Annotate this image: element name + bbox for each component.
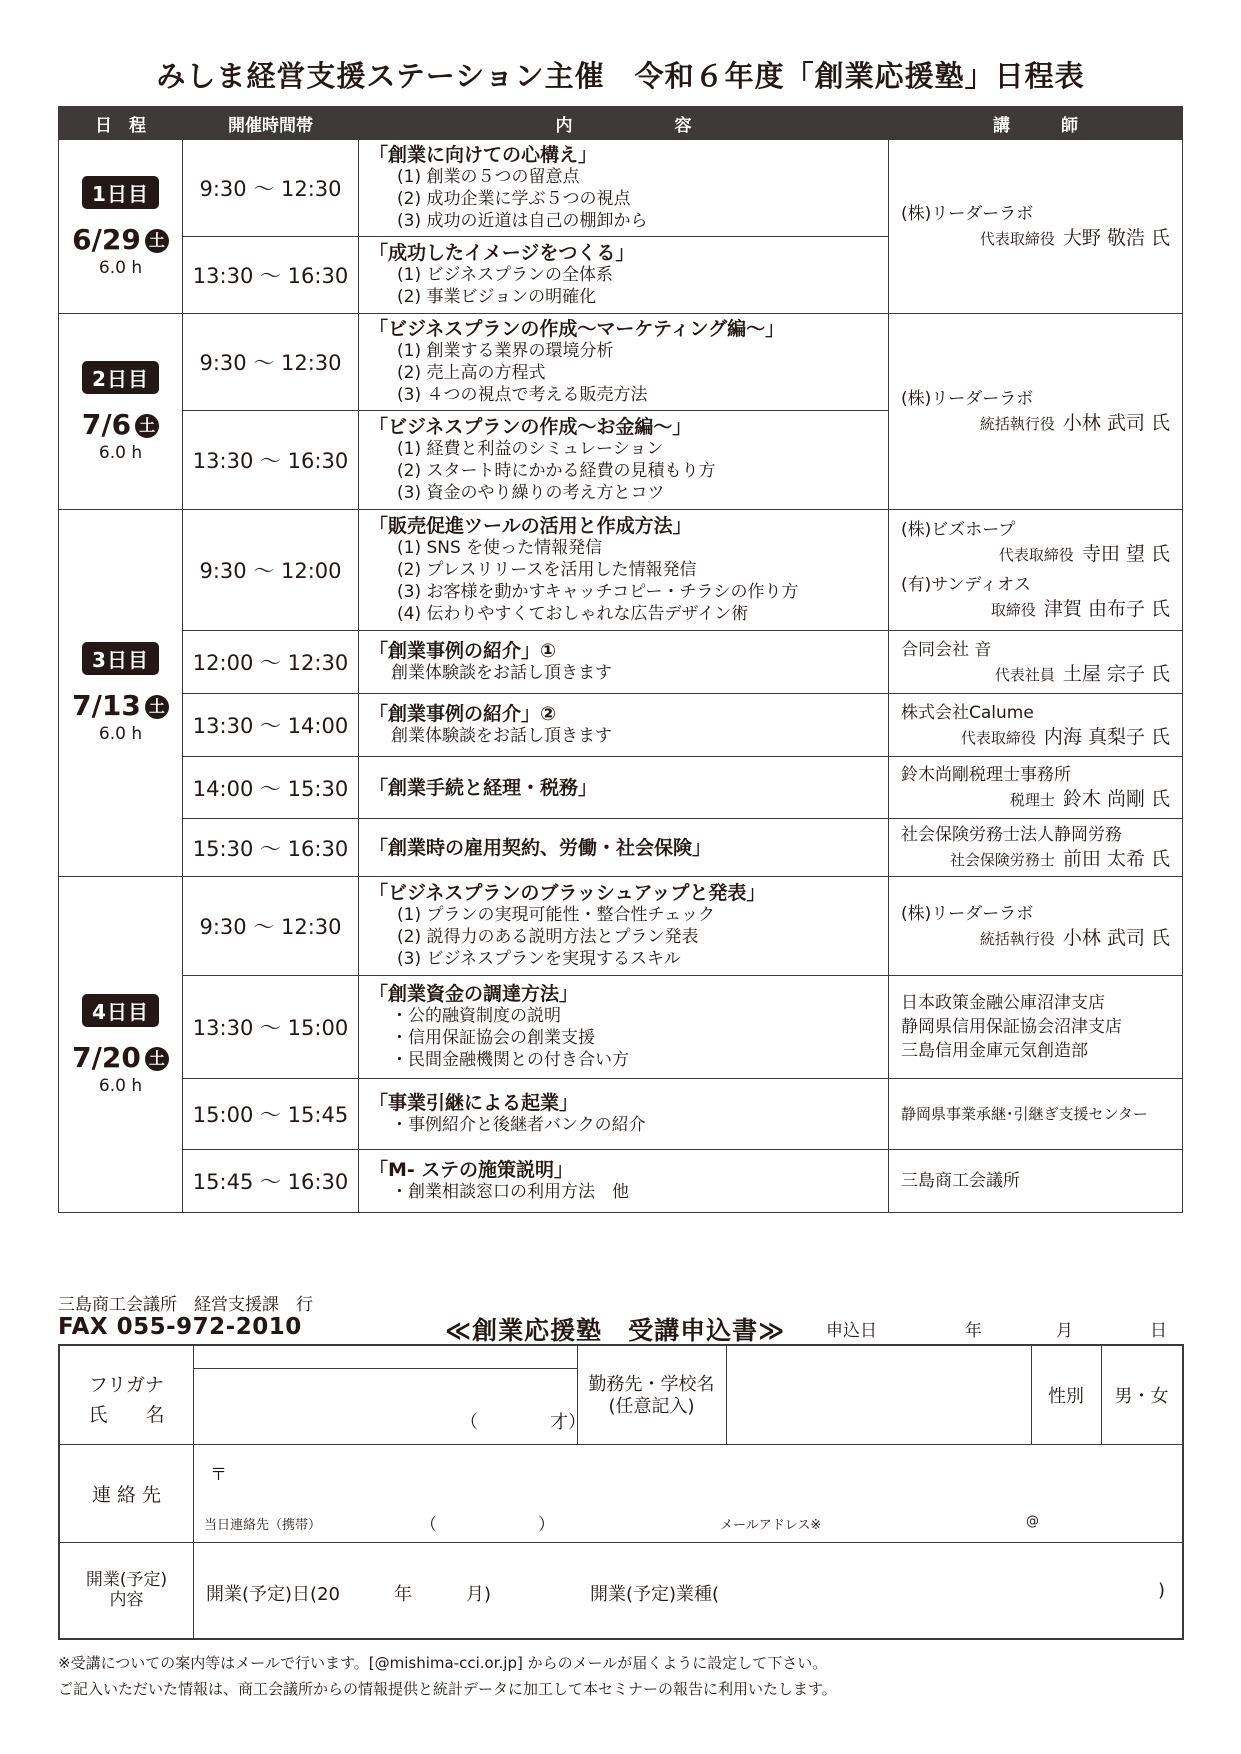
- fax-recipient: 三島商工会議所 経営支援課 行: [58, 1295, 313, 1315]
- notes: [58, 1650, 837, 1702]
- session-item: (1) ビジネスプランの全体系: [397, 265, 613, 285]
- phone-label: 当日連絡先（携帯）: [204, 1518, 322, 1533]
- session-title: 「ビジネスプランの作成〜マーケティング編〜」: [369, 318, 785, 340]
- lecturer-role: 代表取締役 内海 真梨子 氏: [960, 725, 1170, 748]
- apply-date-month[interactable]: 月: [1056, 1321, 1073, 1341]
- workplace-label: 勤務先・学校名 (任意記入): [588, 1374, 715, 1417]
- time-cell: 9:30 〜 12:30: [183, 314, 359, 411]
- lecturer-cell: [889, 877, 1183, 976]
- day-hours: 6.0 h: [98, 724, 143, 744]
- table-row: [59, 976, 1183, 1079]
- table-row: [59, 757, 1183, 819]
- email-label: メールアドレス※: [720, 1518, 822, 1533]
- day-badge: 1日目: [82, 176, 159, 209]
- table-row: [59, 314, 1183, 411]
- content-cell: [359, 877, 889, 976]
- session-title: 「創業手続と経理・税務」: [369, 776, 598, 799]
- lecturer-org: (株)ビズホープ: [901, 520, 1016, 540]
- lecturer-org: 静岡県信用保証協会沼津支店: [901, 1017, 1122, 1037]
- table-row: [59, 140, 1183, 237]
- header-time: 開催時間帯: [183, 107, 359, 140]
- session-title: 「ビジネスプランの作成〜お金編〜」: [369, 416, 692, 438]
- content-cell: [359, 694, 889, 757]
- apply-date-year[interactable]: 年: [965, 1321, 982, 1341]
- day-cell: [59, 510, 183, 877]
- day-cell: [59, 877, 183, 1213]
- day-cell: [59, 140, 183, 314]
- lecturer-role: 代表取締役 寺田 望 氏: [998, 543, 1170, 565]
- lecturer-org: 社会保険労務士法人静岡労務: [901, 825, 1122, 845]
- session-item: (2) 事業ビジョンの明確化: [397, 287, 597, 307]
- email-at: @: [1026, 1514, 1039, 1529]
- session-item: (2) スタート時にかかる経費の見積もり方: [397, 461, 716, 481]
- lecturer-org: (株)リーダーラボ: [901, 903, 1034, 924]
- lecturer-role: 統括執行役 小林 武司 氏: [979, 412, 1170, 434]
- fax-number: FAX 055-972-2010: [58, 1314, 302, 1340]
- name-label: フリガナ 氏 名: [88, 1374, 165, 1426]
- lecturer-org: 三島信用金庫元気創造部: [901, 1041, 1088, 1061]
- session-item: (1) プランの実現可能性・整合性チェック: [397, 905, 715, 925]
- time-cell: 12:00 〜 12:30: [183, 631, 359, 694]
- time-cell: 13:30 〜 14:00: [183, 694, 359, 757]
- day-date: 7/6 土: [59, 408, 182, 441]
- opening-date-input[interactable]: 開業(予定)日(20 年 月): [206, 1584, 491, 1605]
- time-cell: 13:30 〜 16:30: [183, 411, 359, 510]
- lecturer-org: 静岡県事業承継･引継ぎ支援センター: [901, 1105, 1148, 1123]
- lecturer-cell: [889, 694, 1183, 757]
- session-item: 創業体験談をお話し頂きます: [391, 726, 612, 746]
- content-cell: [359, 1079, 889, 1150]
- phone-paren-open: （: [420, 1515, 437, 1535]
- time-cell: 14:00 〜 15:30: [183, 757, 359, 819]
- time-cell: 9:30 〜 12:00: [183, 510, 359, 631]
- lecturer-name: 小林 武司 氏: [1062, 926, 1170, 949]
- day-cell: [59, 314, 183, 510]
- lecturer-role: 統括執行役 小林 武司 氏: [979, 926, 1170, 949]
- table-row: [59, 819, 1183, 877]
- session-item: ・公的融資制度の説明: [391, 1006, 561, 1026]
- session-title: 「ビジネスプランのブラッシュアップと発表」: [369, 882, 766, 904]
- schedule-table: [58, 106, 1183, 1213]
- session-title: 「創業事例の紹介」②: [369, 703, 557, 725]
- lecturer-org: (株)リーダーラボ: [901, 389, 1034, 409]
- lecturer-name: 鈴木 尚剛 氏: [1062, 788, 1170, 810]
- lecturer-cell: [889, 631, 1183, 694]
- email-input[interactable]: [840, 1506, 1160, 1532]
- lecturer-name: 小林 武司 氏: [1062, 412, 1170, 434]
- form-title: ≪創業応援塾 受講申込書≫: [445, 1316, 786, 1345]
- content-cell: [359, 1150, 889, 1213]
- content-cell: [359, 631, 889, 694]
- furigana-input[interactable]: [193, 1346, 577, 1368]
- day-hours: 6.0 h: [98, 442, 143, 463]
- session-item: (3) ４つの視点で考える販売方法: [397, 385, 648, 405]
- phone-input[interactable]: [440, 1506, 536, 1532]
- saturday-icon: 土: [145, 229, 169, 253]
- time-cell: 15:45 〜 16:30: [183, 1150, 359, 1213]
- application-form: [58, 1344, 1184, 1640]
- table-row: [59, 694, 1183, 757]
- time-cell: 13:30 〜 15:00: [183, 976, 359, 1079]
- session-item: ・信用保証協会の創業支援: [391, 1028, 595, 1048]
- saturday-icon: 土: [145, 695, 169, 719]
- gender-label: 性別: [1048, 1386, 1084, 1407]
- day-date: 6/29 土: [59, 223, 182, 256]
- table-row: [59, 510, 1183, 631]
- content-cell: [359, 314, 889, 411]
- lecturer-org: (株)リーダーラボ: [901, 204, 1034, 224]
- note-line: ご記入いただいた情報は、商工会議所からの情報提供と統計データに加工して本セミナーの報告に利用いたします。: [58, 1680, 837, 1698]
- lecturer-cell: [889, 140, 1183, 314]
- table-row: [59, 1150, 1183, 1213]
- lecturer-cell: [889, 1150, 1183, 1213]
- business-type-input[interactable]: [740, 1572, 1140, 1606]
- day-badge: 4日目: [82, 994, 159, 1027]
- session-item: (2) 成功企業に学ぶ５つの視点: [397, 189, 631, 209]
- content-cell: [359, 411, 889, 510]
- session-title: 「販売促進ツールの活用と作成方法」: [369, 515, 692, 537]
- lecturer-role: 代表社員 土屋 宗子 氏: [994, 662, 1170, 685]
- lecturer-name: 土屋 宗子 氏: [1062, 662, 1170, 685]
- gender-select[interactable]: 男・女: [1114, 1386, 1169, 1407]
- day-badge: 3日目: [82, 642, 159, 675]
- opening-label: 開業(予定) 内容: [85, 1570, 168, 1610]
- day-hours: 6.0 h: [98, 257, 143, 278]
- content-cell: [359, 510, 889, 631]
- content-cell: [359, 819, 889, 877]
- lecturer-org: 株式会社Calume: [901, 702, 1034, 723]
- page-title: みしま経営支援ステーション主催 令和６年度「創業応援塾」日程表: [156, 59, 1085, 93]
- content-cell: [359, 976, 889, 1079]
- lecturer-cell: [889, 757, 1183, 819]
- apply-date-day[interactable]: 日: [1150, 1321, 1167, 1341]
- session-title: 「事業引継による起業」: [369, 1092, 579, 1114]
- contact-label: 連 絡 先: [91, 1484, 162, 1506]
- lecturer-cell: [889, 314, 1183, 510]
- lecturer-role: 税理士 鈴木 尚剛 氏: [1009, 788, 1170, 810]
- session-item: (3) ビジネスプランを実現するスキル: [397, 949, 681, 969]
- phone-paren-close: ）: [538, 1515, 555, 1535]
- day-badge: 2日目: [82, 361, 159, 394]
- postal-input[interactable]: 〒: [210, 1465, 227, 1485]
- content-cell: [359, 757, 889, 819]
- lecturer-role: 代表取締役 大野 敬浩 氏: [979, 227, 1170, 249]
- session-item: (3) 成功の近道は自己の棚卸から: [397, 211, 648, 231]
- lecturer-cell: [889, 1079, 1183, 1150]
- lecturer-org: 日本政策金融公庫沼津支店: [901, 993, 1105, 1013]
- session-title: 「M- ステの施策説明」: [369, 1159, 574, 1181]
- day-hours: 6.0 h: [98, 1075, 143, 1096]
- lecturer-org: (有)サンディオス: [901, 575, 1031, 595]
- workplace-input[interactable]: [726, 1346, 1031, 1444]
- session-item: (2) 説得力のある説明方法とプラン発表: [397, 927, 699, 947]
- saturday-icon: 土: [145, 1047, 169, 1071]
- session-title: 「成功したイメージをつくる」: [369, 242, 635, 264]
- lecturer-org: 鈴木尚剛税理士事務所: [901, 765, 1071, 785]
- session-item: (3) お客様を動かすキャッチコピー・チラシの作り方: [397, 582, 799, 602]
- lecturer-name: 大野 敬浩 氏: [1062, 227, 1170, 249]
- session-title: 「創業時の雇用契約、労働・社会保険」: [369, 836, 712, 859]
- session-item: (2) プレスリリースを活用した情報発信: [397, 560, 697, 580]
- lecturer-cell: [889, 819, 1183, 877]
- table-row: [59, 1079, 1183, 1150]
- lecturer-cell: [889, 510, 1183, 631]
- age-field[interactable]: （ 才）: [460, 1412, 586, 1433]
- session-title: 「創業資金の調達方法」: [369, 983, 579, 1005]
- content-cell: [359, 237, 889, 314]
- session-item: (1) 創業する業界の環境分析: [397, 341, 614, 361]
- session-item: ・事例紹介と後継者バンクの紹介: [391, 1115, 646, 1135]
- content-cell: [359, 140, 889, 237]
- session-item: (1) SNS を使った情報発信: [397, 538, 603, 558]
- session-item: (2) 売上高の方程式: [397, 363, 546, 383]
- header-content: 内 容: [359, 107, 889, 140]
- day-date: 7/13 土: [59, 689, 182, 722]
- lecturer-cell: [889, 976, 1183, 1079]
- session-item: (1) 創業の５つの留意点: [397, 167, 580, 187]
- saturday-icon: 土: [135, 414, 159, 438]
- time-cell: 9:30 〜 12:30: [183, 877, 359, 976]
- session-item: ・民間金融機関との付き合い方: [391, 1050, 629, 1070]
- session-item: (1) 経費と利益のシミュレーション: [397, 439, 664, 459]
- time-cell: 15:00 〜 15:45: [183, 1079, 359, 1150]
- lecturer-role: 取締役 津賀 由布子 氏: [990, 598, 1170, 620]
- session-item: ・創業相談窓口の利用方法 他: [391, 1182, 629, 1202]
- header-date: 日 程: [59, 107, 183, 140]
- lecturer-role: 社会保険労務士 前田 太希 氏: [949, 848, 1170, 870]
- session-item: (4) 伝わりやすくておしゃれな広告デザイン術: [397, 604, 749, 624]
- lecturer-org: 合同会社 音: [901, 639, 992, 660]
- business-type-label: 開業(予定)業種(: [590, 1584, 720, 1605]
- header-lecturer: 講 師: [889, 107, 1183, 140]
- lecturer-name: 寺田 望 氏: [1081, 543, 1170, 565]
- session-title: 「創業に向けての心構え」: [369, 144, 598, 166]
- time-cell: 13:30 〜 16:30: [183, 237, 359, 314]
- note-line: ※受講についての案内等はメールで行います。[@mishima-cci.or.jp] からのメールが届くように設定して下さい。: [58, 1654, 828, 1672]
- lecturer-name: 前田 太希 氏: [1062, 848, 1170, 870]
- time-cell: 9:30 〜 12:30: [183, 140, 359, 237]
- time-cell: 15:30 〜 16:30: [183, 819, 359, 877]
- lecturer-name: 内海 真梨子 氏: [1043, 725, 1170, 748]
- session-title: 「創業事例の紹介」①: [369, 640, 557, 662]
- lecturer-name: 津賀 由布子 氏: [1043, 598, 1170, 620]
- session-item: (3) 資金のやり繰りの考え方とコツ: [397, 483, 665, 503]
- table-row: [59, 631, 1183, 694]
- lecturer-org: 三島商工会議所: [901, 1171, 1020, 1191]
- session-item: 創業体験談をお話し頂きます: [391, 663, 612, 683]
- business-type-close: ): [1158, 1580, 1166, 1601]
- day-date: 7/20 土: [59, 1041, 182, 1074]
- table-row: [59, 877, 1183, 976]
- apply-date-label: 申込日: [826, 1321, 877, 1341]
